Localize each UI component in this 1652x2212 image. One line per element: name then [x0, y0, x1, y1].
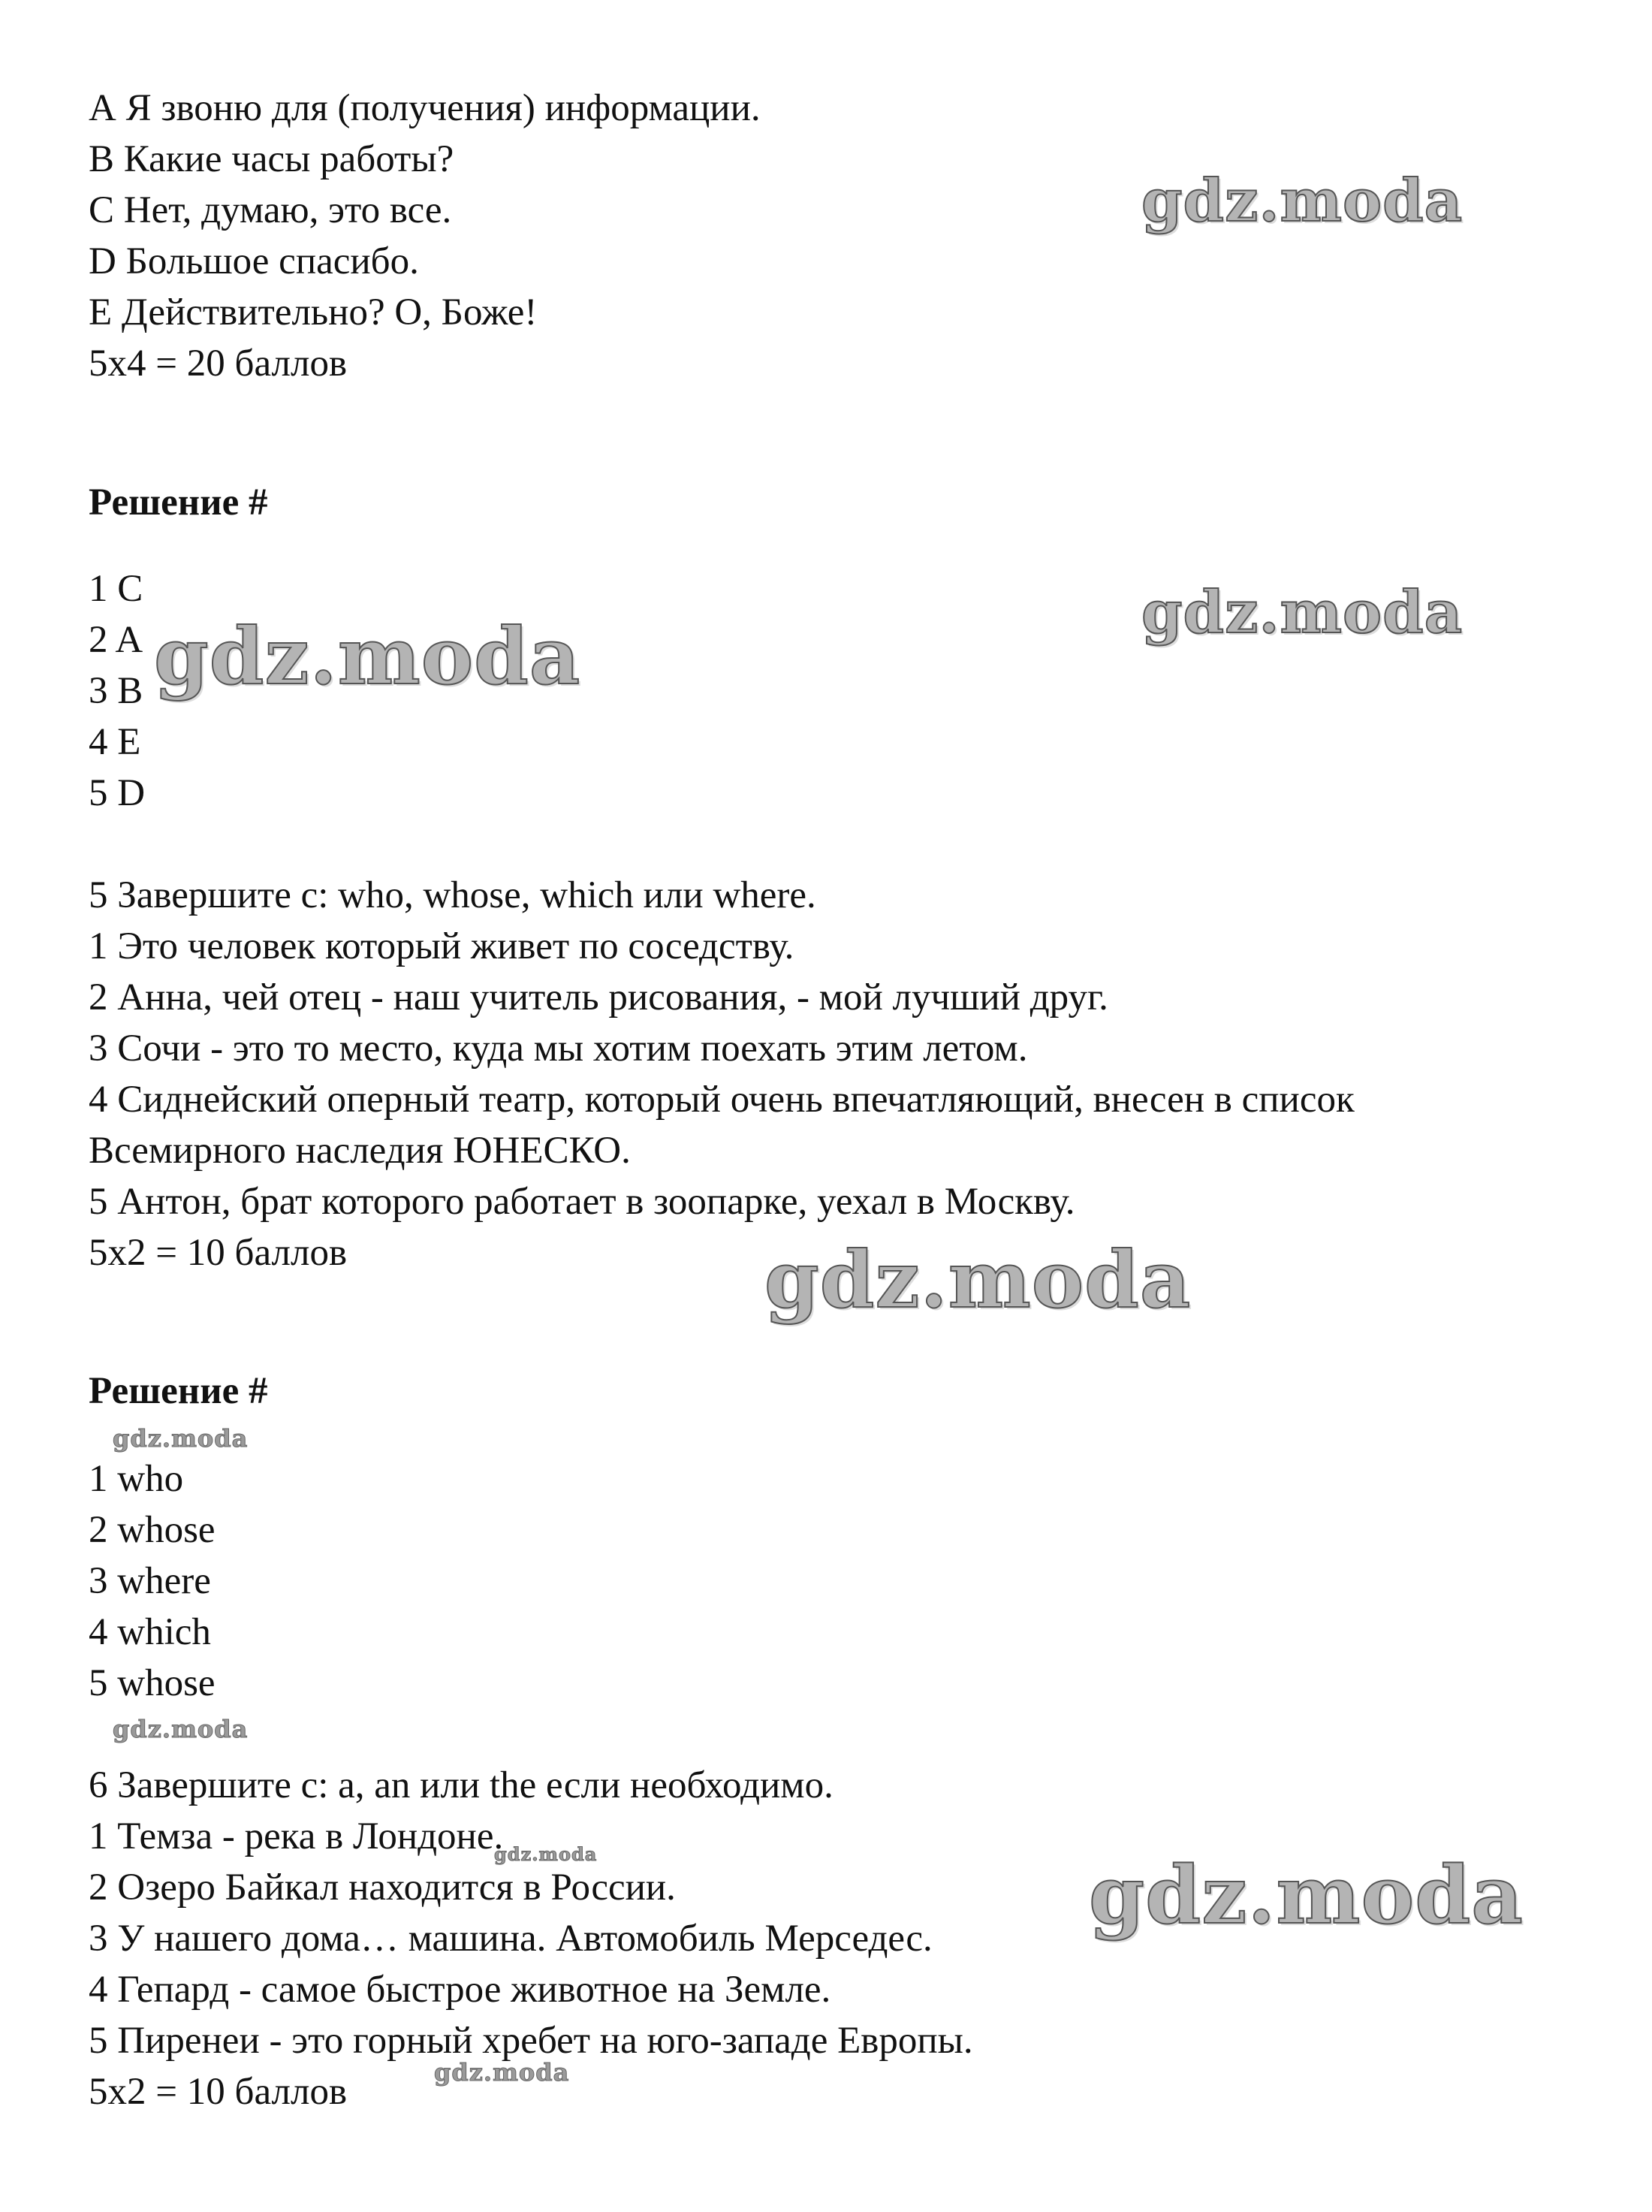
option-line: А Я звоню для (получения) информации.	[89, 87, 761, 129]
solution-heading: Решение #	[89, 1370, 268, 1412]
task-line: 1 Это человек который живет по соседству.	[89, 925, 794, 967]
score-line: 5x2 = 10 баллов	[89, 1232, 348, 1274]
task-line: 5 Пиренеи - это горный хребет на юго-западе Европы.	[89, 2020, 973, 2062]
watermark: gdz.moda	[154, 610, 581, 702]
answer-line: 4 which	[89, 1611, 211, 1653]
watermark: gdz.moda	[1141, 578, 1464, 647]
watermark: gdz.moda	[113, 1715, 249, 1743]
task-line: 4 Гепард - самое быстрое животное на Земле.	[89, 1969, 831, 2011]
task-line: 5 Антон, брат которого работает в зоопарке, уехал в Москву.	[89, 1181, 1075, 1223]
option-line: В Какие часы работы?	[89, 138, 454, 180]
answer-line: 1 C	[89, 568, 143, 610]
watermark: gdz.moda	[494, 1843, 598, 1865]
task-line: 2 Анна, чей отец - наш учитель рисования, - мой лучший друг.	[89, 976, 1108, 1018]
option-line: Е Действительно? О, Боже!	[89, 291, 538, 333]
task-line: Всемирного наследия ЮНЕСКО.	[89, 1130, 631, 1172]
watermark: gdz.moda	[113, 1424, 249, 1453]
answer-line: 1 who	[89, 1458, 184, 1500]
task-line: 1 Темза - река в Лондоне.	[89, 1815, 504, 1857]
task-title: 6 Завершите с: a, an или the если необходимо.	[89, 1764, 834, 1806]
watermark: gdz.moda	[1141, 167, 1464, 235]
answer-line: 3 where	[89, 1560, 211, 1602]
answer-line: 4 E	[89, 721, 141, 763]
watermark: gdz.moda	[764, 1233, 1192, 1326]
answer-line: 3 B	[89, 670, 143, 712]
option-line: С Нет, думаю, это все.	[89, 189, 452, 231]
task-line: 3 У нашего дома… машина. Автомобиль Мерседес.	[89, 1918, 933, 1960]
score-line: 5x2 = 10 баллов	[89, 2071, 348, 2113]
watermark: gdz.moda	[1089, 1848, 1524, 1942]
option-line: D Большое спасибо.	[89, 240, 419, 282]
answer-line: 2 A	[89, 619, 143, 661]
task-line: 4 Сиднейский оперный театр, который очень впечатляющий, внесен в список	[89, 1079, 1355, 1121]
task-title: 5 Завершите с: who, whose, which или where.	[89, 874, 816, 916]
answer-line: 2 whose	[89, 1509, 216, 1551]
task-line: 3 Сочи - это то место, куда мы хотим поехать этим летом.	[89, 1028, 1028, 1070]
watermark: gdz.moda	[434, 2058, 570, 2087]
answer-line: 5 whose	[89, 1662, 216, 1704]
solution-heading: Решение #	[89, 481, 268, 524]
score-line: 5x4 = 20 баллов	[89, 343, 348, 385]
task-line: 2 Озеро Байкал находится в России.	[89, 1866, 676, 1909]
answer-line: 5 D	[89, 772, 146, 814]
